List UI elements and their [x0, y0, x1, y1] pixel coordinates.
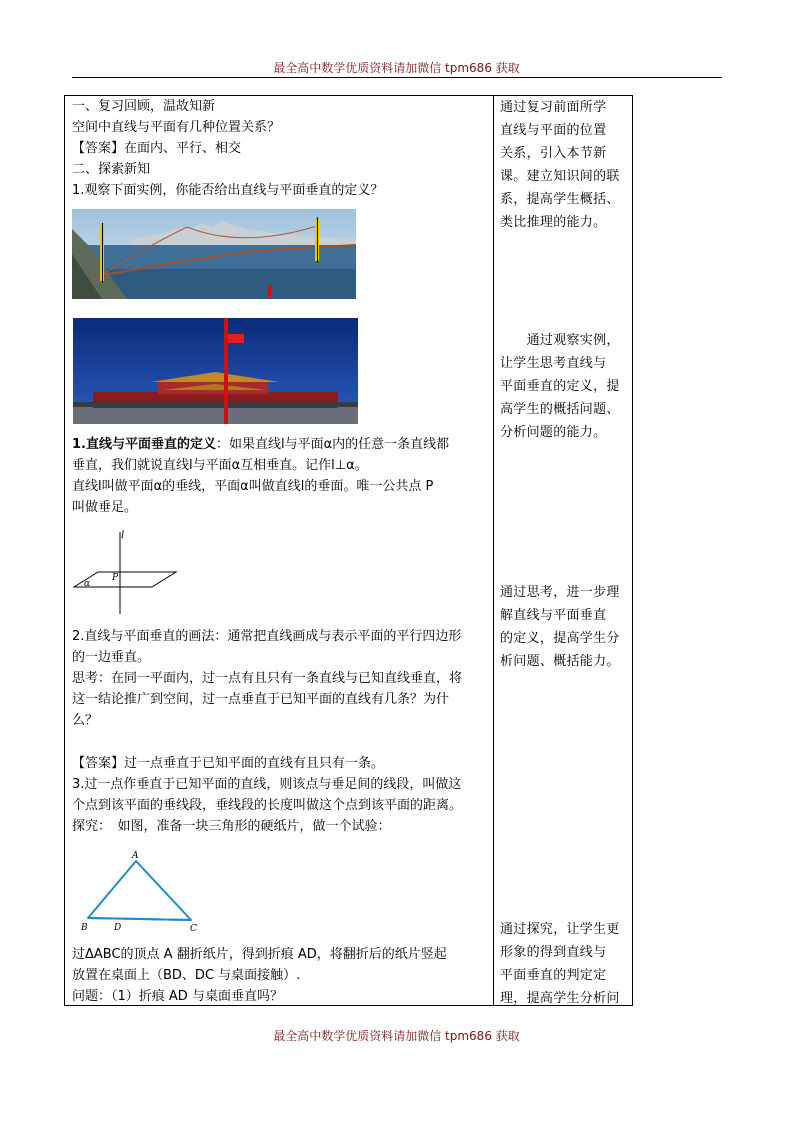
explore-heading: 二、探索新知 — [72, 162, 151, 177]
definition-line-2: 垂直，我们就说直线l与平面α互相垂直。记作l⊥α。 — [72, 458, 368, 473]
note-think: 通过思考，进一步理 解直线与平面垂直 的定义，提高学生分 析问题、概括能力。 — [500, 585, 620, 669]
page-footer: 最全高中数学优质资料请加微信 tpm686 获取 — [273, 1029, 520, 1043]
page-header: 最全高中数学优质资料请加微信 tpm686 获取 — [273, 61, 520, 75]
definition-line-1 — [72, 435, 490, 455]
triangle-figure — [78, 848, 208, 934]
label-b: B — [81, 923, 88, 933]
review-question: 空间中直线与平面有几种位置关系？ — [72, 120, 281, 135]
think-line-3: 么？ — [72, 713, 99, 728]
tiananmen-photo — [73, 318, 358, 424]
red-marker — [268, 285, 271, 298]
label-l: l — [121, 530, 125, 541]
drawing-line-1: 2.直线与平面垂直的画法：通常把直线画成与表示平面的平行四边形 — [72, 629, 462, 644]
note-observe: 通过观察实例， 让学生思考直线与 平面垂直的定义，提 高学生的概括问题、 分析问题的能力。 — [500, 333, 620, 440]
drawing-line-2: 的一边垂直。 — [72, 650, 151, 665]
observe-prompt: 1.观察下面实例，你能否给出直线与平面垂直的定义？ — [72, 183, 384, 198]
label-p: P — [112, 573, 119, 583]
review-answer: 【答案】在面内、平行、相交 — [72, 141, 242, 156]
perpendicular-figure — [70, 528, 185, 618]
definition-text: ：如果直线l与平面α内的任意一条直线都 — [215, 437, 450, 452]
label-d: D — [114, 923, 122, 933]
think-line-2: 这一结论推广到空间，过一点垂直于已知平面的直线有几条？为什 — [72, 692, 450, 707]
distance-line-2: 个点到该平面的垂线段，垂线段的长度叫做这个点到该平面的距离。 — [72, 798, 463, 813]
explore-line: 探究： 如图，准备一块三角形的硬纸片，做一个试验： — [72, 819, 391, 834]
column-divider — [493, 95, 494, 1006]
label-a: A — [132, 851, 139, 861]
bridge-photo — [72, 209, 356, 299]
think-line-1: 思考：在同一平面内，过一点有且只有一条直线与已知直线垂直，将 — [72, 671, 463, 686]
question-1: 问题：（1）折痕 AD 与桌面垂直吗？ — [72, 989, 283, 1004]
review-heading: 一、复习回顾，温故知新 — [72, 99, 216, 114]
label-alpha: α — [84, 579, 91, 589]
definition-line-3: 直线l叫做平面α的垂线，平面α叫做直线l的垂面。唯一公共点 P — [72, 479, 434, 494]
distance-line-1: 3.过一点作垂直于已知平面的直线，则该点与垂足间的线段，叫做这 — [72, 777, 462, 792]
fold-line-2: 放置在桌面上（BD、DC 与桌面接触）. — [72, 968, 301, 983]
definition-label: 1.直线与平面垂直的定义 — [72, 437, 216, 452]
note-explore: 通过探究，让学生更 形象的得到直线与 平面垂直的判定定 理，提高学生分析问 — [500, 922, 620, 1006]
definition-line-4: 叫做垂足。 — [72, 500, 138, 515]
answer-2: 【答案】过一点垂直于已知平面的直线有且只有一条。 — [72, 756, 385, 771]
note-review: 通过复习前面所学 直线与平面的位置 关系，引入本节新 课。建立知识间的联 系，提高学生概括、 类比推理的能力。 — [500, 100, 620, 230]
label-c: C — [190, 924, 197, 934]
header-rule — [72, 77, 722, 78]
fold-line-1: 过ΔABC的顶点 A 翻折纸片，得到折痕 AD，将翻折后的纸片竖起 — [72, 947, 447, 962]
